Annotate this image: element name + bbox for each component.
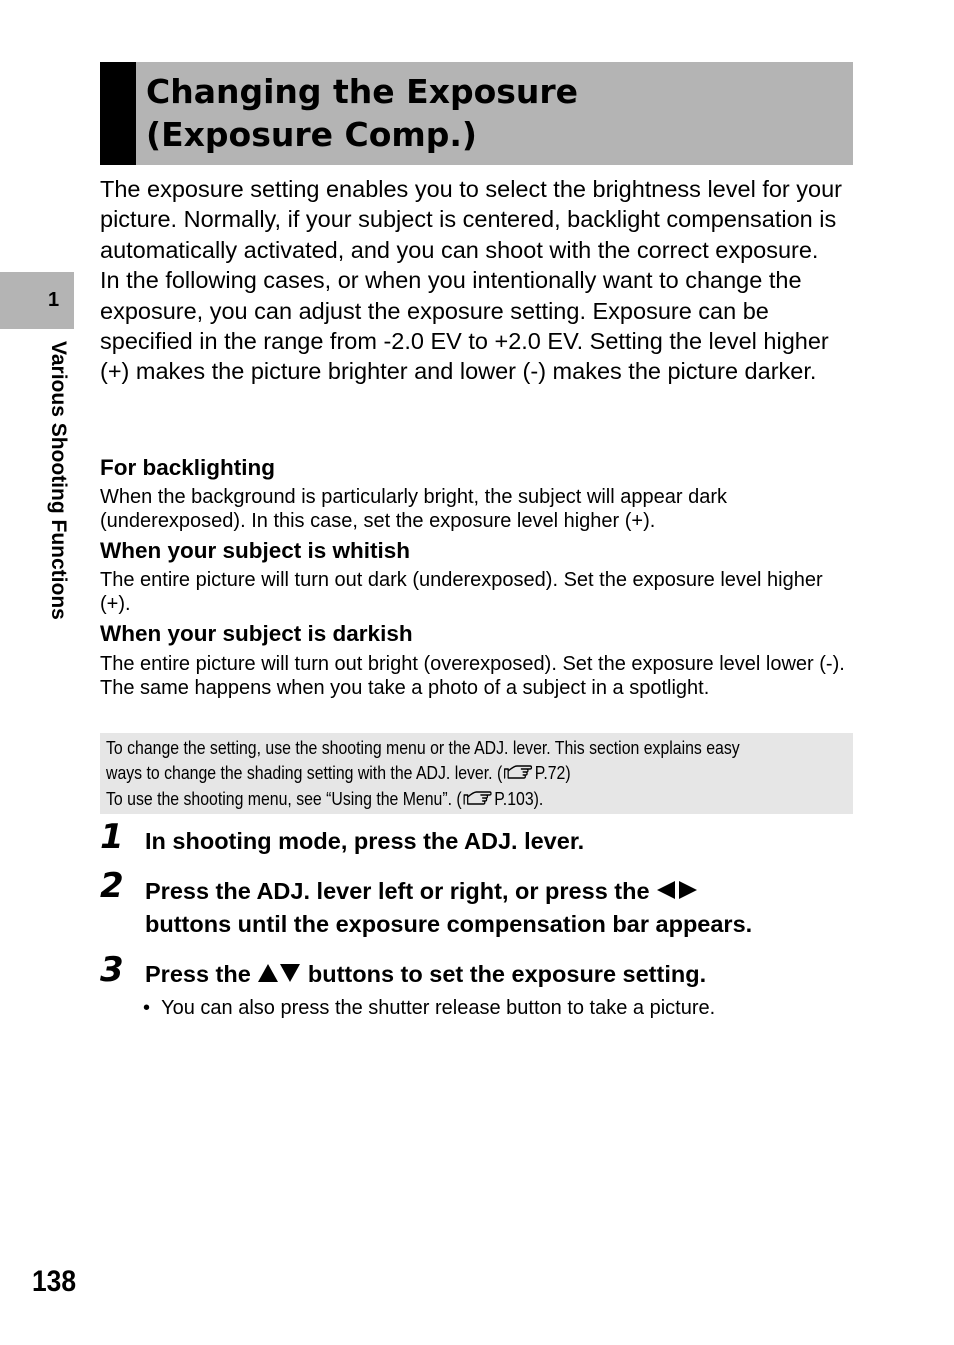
note-ref-p103[interactable]: P.103). — [494, 788, 544, 809]
note-line-2 — [106, 761, 762, 786]
chapter-label: Various Shooting Functions — [47, 341, 70, 620]
intro-paragraph-2: In the following cases, or when you intentionally want to change the exposure, you can adjust the exposure setting. Exposure can be specified in the range from -2.0 EV to +2.0 EV. Setting the level higher (+) makes the picture brighter and lower (-) makes the picture darker. — [100, 267, 829, 385]
bullet-item: • You can also press the shutter release button to take a picture. — [143, 997, 716, 1019]
step-2-text-after: buttons until the exposure compensation bar appears. — [145, 910, 753, 937]
reference-pointer-icon — [463, 789, 493, 807]
note-line-1: To change the setting, use the shooting menu or the ADJ. lever. This section explains easy — [106, 738, 740, 758]
note-line-3 — [106, 787, 762, 812]
intro-paragraph-1: The exposure setting enables you to select the brightness level for your picture. Normally, if your subject is centered, backlight compensation is automatically activated, and you can shoot with the correct exposure. — [100, 176, 842, 263]
note-line-2-text: ways to change the shading setting with the ADJ. lever. ( — [106, 763, 503, 784]
case-body-text: When the background is particularly bright, the subject will appear dark (underexposed). In this case, set the exposure level higher (+). — [100, 486, 727, 532]
step-3-text-after: buttons to set the exposure setting. — [307, 961, 707, 987]
case-body-darkish — [100, 652, 852, 700]
step-text-1: In shooting mode, press the ADJ. lever. — [145, 828, 585, 854]
note-line-3-text: To use the shooting menu, see “Using the Menu”. ( — [106, 788, 462, 809]
case-heading-backlighting: For backlighting — [100, 455, 276, 480]
page-title-line-1: Changing the Exposure — [146, 72, 579, 111]
bullet-text: You can also press the shutter release button to take a picture. — [161, 997, 716, 1019]
note-box — [100, 733, 853, 814]
case-body-text: The entire picture will turn out bright (overexposed). Set the exposure level lower (-). — [100, 653, 845, 675]
step-2-text-before: Press the ADJ. lever left or right, or press the — [145, 878, 650, 904]
chapter-number: 1 — [48, 289, 60, 311]
case-body-backlighting — [100, 485, 852, 533]
intro-text — [100, 174, 852, 387]
step-number-2: 2 — [100, 866, 124, 906]
note-ref-p72[interactable]: P.72) — [534, 763, 571, 784]
note-text — [106, 736, 762, 812]
case-heading-whitish: When your subject is whitish — [100, 538, 411, 563]
case-heading-darkish: When your subject is darkish — [100, 621, 413, 646]
left-right-triangle-buttons-icon — [656, 880, 698, 900]
reference-pointer-icon — [503, 763, 533, 781]
step-number-1: 1 — [100, 817, 124, 857]
page-number: 138 — [32, 1265, 77, 1298]
up-down-triangle-buttons-icon — [257, 963, 301, 983]
step-text-2 — [145, 875, 855, 940]
case-body-text-2: The same happens when you take a photo of a subject in a spotlight. — [100, 677, 710, 699]
case-body-whitish — [100, 568, 852, 616]
chapter-tab — [0, 272, 74, 329]
step-number-3: 3 — [100, 950, 124, 990]
page-title-line-2: (Exposure Comp.) — [146, 115, 477, 154]
case-body-text: The entire picture will turn out dark (underexposed). Set the exposure level higher (+). — [100, 569, 823, 615]
step-3-text-before: Press the — [145, 961, 251, 987]
section-title-bar — [100, 62, 853, 165]
step-text-3 — [145, 958, 855, 991]
title-accent-block — [100, 62, 136, 165]
